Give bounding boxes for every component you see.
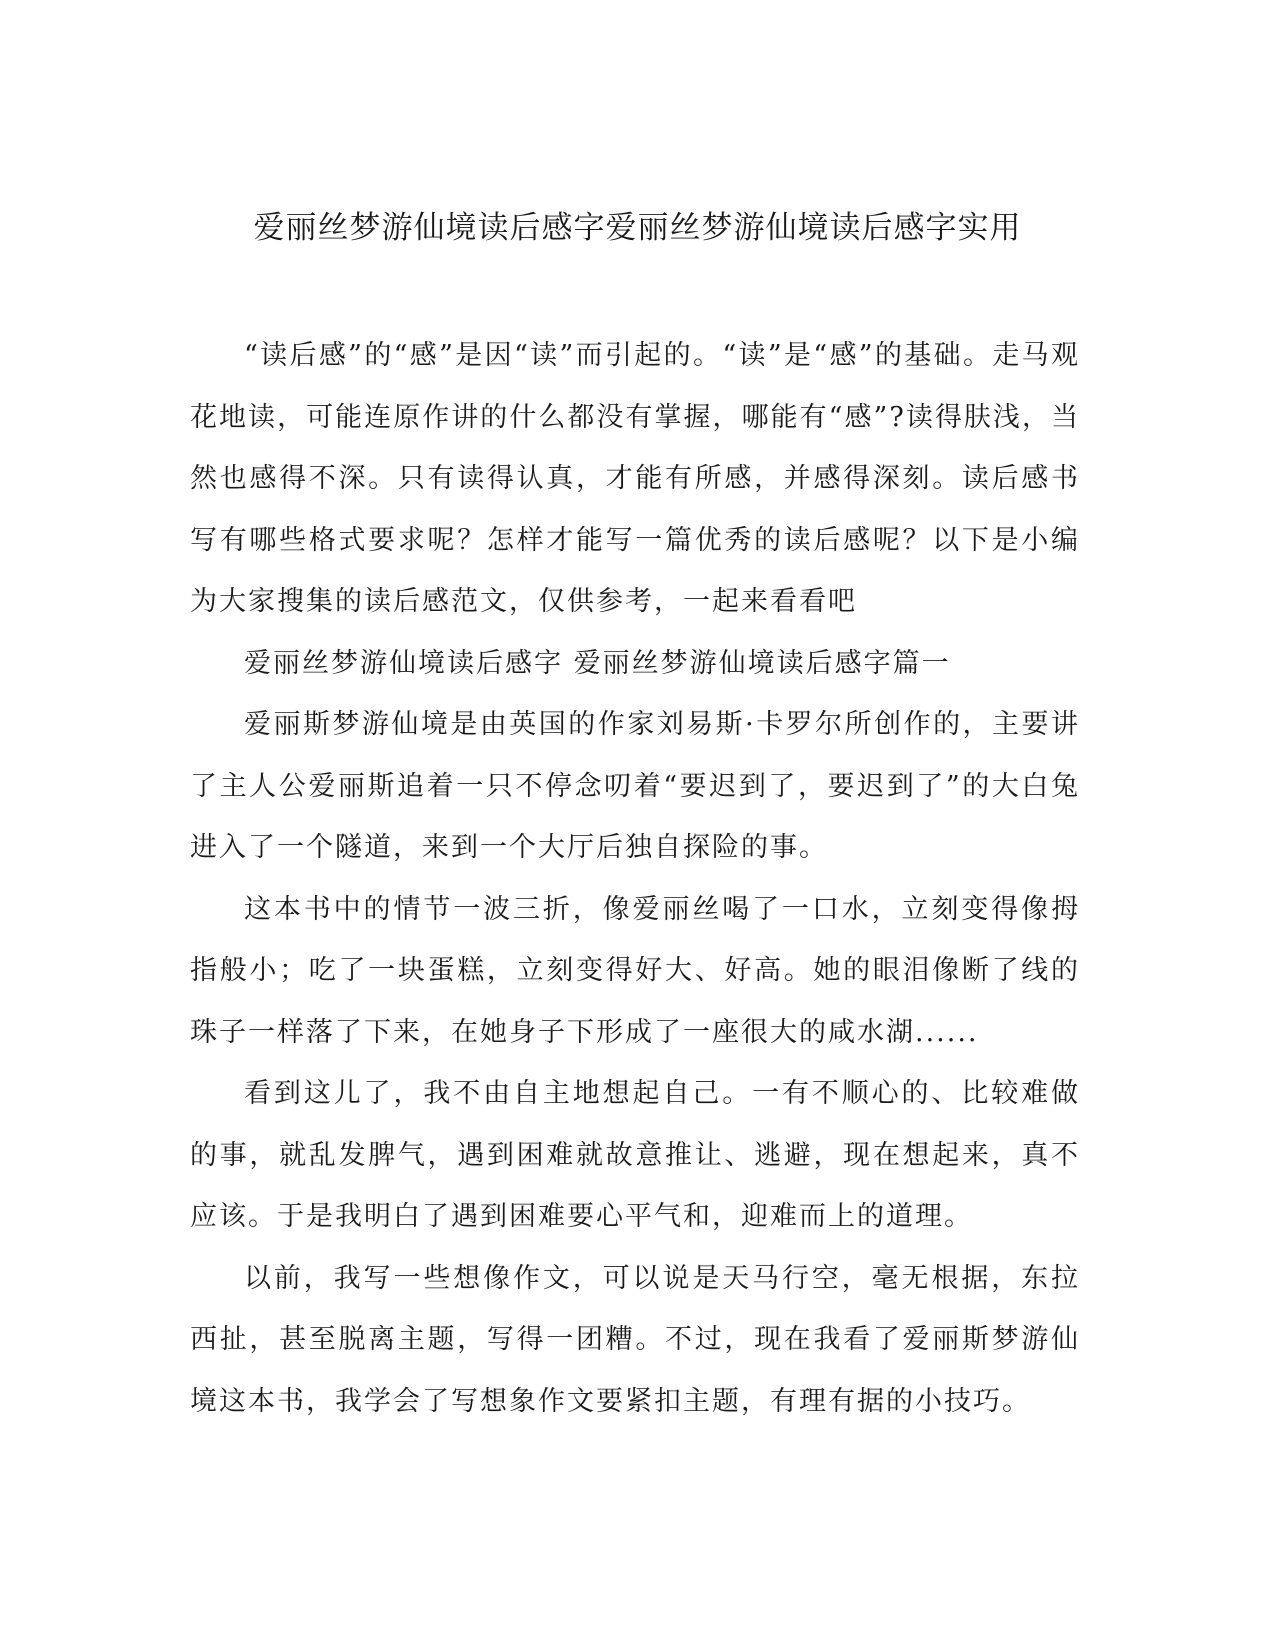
document-body <box>190 325 1080 1432</box>
paragraph: 爱丽斯梦游仙境是由英国的作家刘易斯·卡罗尔所创作的，主要讲了主人公爱丽斯追着一只不停念叨着“要迟到了，要迟到了”的大白兔进入了一个隧道，来到一个大厅后独自探险的事。 <box>190 709 1080 863</box>
paragraph-intro: “读后感”的“感”是因“读”而引起的。“读”是“感”的基础。走马观花地读，可能连原作讲的什么都没有掌握，哪能有“感”?读得肤浅，当然也感得不深。只有读得认真，才能有所感，并感得深刻。读后感书写有哪些格式要求呢？怎样才能写一篇优秀的读后感呢？以下是小编为大家搜集的读后感范文，仅供参考，一起来看看吧 <box>190 340 1080 617</box>
section-heading: 爱丽丝梦游仙境读后感字 爱丽丝梦游仙境读后感字篇一 <box>244 647 951 679</box>
document-title: 爱丽丝梦游仙境读后感字爱丽丝梦游仙境读后感字实用 <box>253 210 1022 246</box>
paragraph: 这本书中的情节一波三折，像爱丽丝喝了一口水，立刻变得像拇指般小；吃了一块蛋糕，立刻变得好大、好高。她的眼泪像断了线的珠子一样落了下来，在她身子下形成了一座很大的咸水湖...... <box>190 893 1080 1048</box>
paragraph: 以前，我写一些想像作文，可以说是天马行空，毫无根据，东拉西扯，甚至脱离主题，写得一团糟。不过，现在我看了爱丽斯梦游仙境这本书，我学会了写想象作文要紧扣主题，有理有据的小技巧。 <box>190 1262 1080 1417</box>
paragraph: 看到这儿了，我不由自主地想起自己。一有不顺心的、比较难做的事，就乱发脾气，遇到困难就故意推让、逃避，现在想起来，真不应该。于是我明白了遇到困难要心平气和，迎难而上的道理。 <box>190 1078 1080 1232</box>
